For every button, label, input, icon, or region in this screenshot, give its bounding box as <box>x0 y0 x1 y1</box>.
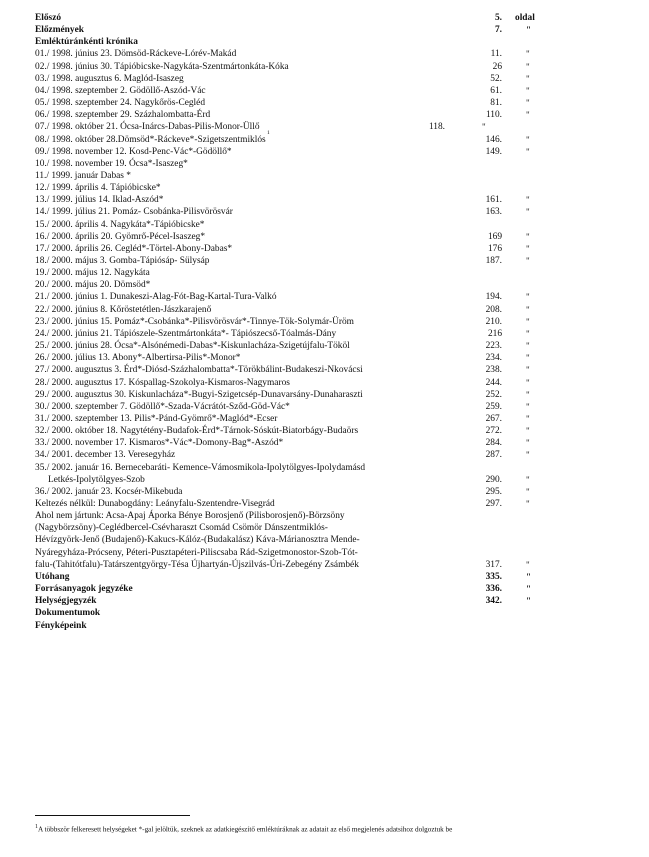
toc-row <box>35 158 635 170</box>
toc-row: 08./ 1998. október 28.Dömsöd*-Ráckeve*-Szigetszentmiklós 1 146. " <box>35 129 530 145</box>
toc-entry-text: 24./ 2000. június 21. Tápiószele-Szentmártonkáta*- Tápiószecső-Tóalmás-Dány <box>35 328 337 339</box>
toc-entry-text: 05./ 1998. szeptember 24. Nagykőrös-Cegléd <box>35 98 206 109</box>
toc-row <box>35 48 635 60</box>
toc-row <box>35 182 635 194</box>
toc-entry-text: 36./ 2002. január 23. Kocsér-Mikebuda <box>35 486 183 497</box>
ditto-mark: " <box>526 110 530 121</box>
toc-entry-text: Utóhang <box>35 571 70 582</box>
footnote-text: A többször felkeresett helységeket *-gal jelöltük, szeknek az adatkiegészítő emléktúráknak az adatait az első megjelenés adatsihoz dolgoztuk be <box>38 825 453 834</box>
toc-row <box>35 595 635 607</box>
ditto-mark: " <box>526 207 530 218</box>
toc-page-number: 176 <box>487 243 502 254</box>
footnote <box>35 822 645 834</box>
ditto-mark: " <box>526 292 530 303</box>
toc-entry-text: 12./ 1999. április 4. Tápióbicske* <box>35 183 161 194</box>
toc-page-number: 81. <box>490 98 502 109</box>
toc-row <box>35 437 635 449</box>
toc-entry-text: 34./ 2001. december 13. Veresegyház <box>35 450 176 461</box>
toc-entry-text: 22./ 2000. június 8. Kőröstetétlen-Jászkarajenő <box>35 304 212 315</box>
toc-row <box>35 85 635 97</box>
ditto-mark: " <box>526 146 530 157</box>
toc-row <box>35 425 635 437</box>
toc-row <box>35 559 635 571</box>
toc-row <box>35 583 635 595</box>
toc-entry-text: 09./ 1998. november 12. Kosd-Penc-Vác*-Gödöllő* <box>35 146 232 157</box>
ditto-mark: " <box>526 486 530 497</box>
toc-row <box>35 316 635 328</box>
toc-row <box>35 449 635 461</box>
ditto-mark: " <box>526 559 530 570</box>
toc-row <box>35 364 635 376</box>
toc-entry-text: 04./ 1998. szeptember 2. Gödöllő-Aszód-Vác <box>35 85 206 96</box>
ditto-mark: " <box>526 231 530 242</box>
toc-row <box>35 255 635 267</box>
ditto-mark: " <box>526 49 530 60</box>
toc-entry-text: 21./ 2000. június 1. Dunakeszi-Alag-Fót-Bag-Kartal-Tura-Valkó <box>35 292 277 303</box>
footnote-rule <box>35 815 190 816</box>
ditto-mark: " <box>526 450 530 461</box>
toc-entry-text: 25./ 2000. június 28. Ócsa*-Alsónémedi-Dabas*-Kiskunlacháza-Szigetújfalu-Tököl <box>35 341 350 352</box>
toc-row <box>35 36 635 48</box>
toc-page-number: 110. <box>485 110 502 121</box>
ditto-mark: " <box>526 413 530 424</box>
toc-entry-text: Dokumentumok <box>35 608 101 619</box>
ditto-mark: " <box>526 584 531 595</box>
toc-entry-text: 23./ 2000. június 15. Pomáz*-Csobánka*-Pilisvörösvár*-Tinnye-Tök-Solymár-Üröm <box>35 316 354 327</box>
toc-entry-text: 19./ 2000. május 12. Nagykáta <box>35 268 150 279</box>
toc-row <box>35 304 635 316</box>
toc-entry-text: 28./ 2000. augusztus 17. Kóspallag-Szokolya-Kismaros-Nagymaros <box>35 377 290 388</box>
footnote-number: 1 <box>35 824 38 830</box>
toc-page-number: 194. <box>485 292 502 303</box>
toc-page-number: 7. <box>494 25 502 36</box>
toc-entry-text: Helységjegyzék <box>35 596 97 607</box>
toc-row <box>35 219 635 231</box>
toc-page-number: 287. <box>485 450 502 461</box>
toc-row <box>35 340 635 352</box>
toc-page-number: 11. <box>490 49 502 60</box>
ditto-mark: " <box>526 256 530 266</box>
toc-page-number: 169 <box>487 231 502 242</box>
toc-row <box>35 243 635 255</box>
toc-entry-text: 29./ 2000. augusztus 30. Kiskunlacháza*-Bugyi-Szigetcsép-Dunavarsány-Dunaharaszti <box>35 389 363 400</box>
toc-page-number: 161. <box>485 195 502 206</box>
toc-entry-text: 13./ 1999. július 14. Iklad-Aszód* <box>35 195 164 206</box>
toc-entry-text: Nyáregyháza-Prócseny, Péteri-Pusztapéteri-Piliscsaba Rád-Szigetmonostor-Szob-Tót- <box>35 547 358 558</box>
toc-entry-text: 16./ 2000. április 20. Gyömrő-Pécel-Isaszeg* <box>35 231 206 242</box>
toc-page-number: 146. <box>485 134 502 145</box>
toc-entry-text: 14./ 1999. július 21. Pomáz- Csobánka-Pilisvörösvár <box>35 207 233 218</box>
toc-row <box>35 534 635 546</box>
ditto-mark: " <box>526 401 530 412</box>
toc-row <box>35 12 635 24</box>
page-column-label: oldal <box>515 13 535 23</box>
toc-page-number: 61. <box>490 85 502 96</box>
toc-page-number: 26 <box>492 61 502 72</box>
ditto-mark: " <box>526 134 530 145</box>
toc-entry-text: 17./ 2000. április 26. Cegléd*-Törtel-Abony-Dabas* <box>35 243 233 254</box>
ditto-mark: " <box>526 341 530 352</box>
ditto-mark: " <box>526 61 530 72</box>
toc-page-number: 149. <box>485 146 502 157</box>
toc-row <box>35 146 635 158</box>
toc-row <box>35 547 635 559</box>
toc-row <box>35 267 635 279</box>
toc-page-number: 238. <box>485 365 502 376</box>
toc-page-number: 223. <box>485 341 502 352</box>
toc-page-number: 252. <box>485 389 502 400</box>
ditto-mark: " <box>526 353 530 364</box>
ditto-mark: " <box>526 377 530 388</box>
toc-row <box>35 401 635 413</box>
toc-entry-text: Ahol nem jártunk: Acsa-Apaj Áporka Bénye Borosjenő (Pilisborosjenő)-Börzsöny <box>35 511 345 522</box>
toc-page-number: 244. <box>485 377 502 388</box>
toc-row <box>35 328 635 340</box>
toc-entry-text: 06./ 1998. szeptember 29. Százhalombatta-Érd <box>35 110 211 121</box>
toc-row <box>35 231 635 243</box>
toc-row <box>35 279 635 291</box>
toc-entry-text: (Nagybörzsöny)-Ceglédbercel-Csévharaszt Csomád Csömör Dánszentmiklós- <box>35 523 328 534</box>
ditto-mark: " <box>526 98 530 109</box>
toc-entry-text: 07./ 1998. október 21. Ócsa-Inárcs-Dabas-Pilis-Monor-Üllő <box>35 122 260 133</box>
toc-entry-text: 30./ 2000. szeptember 7. Gödöllő*-Szada-Vácrátót-Sződ-Göd-Vác* <box>35 401 290 412</box>
toc-entry-text: 10./ 1998. november 19. Ócsa*-Isaszeg* <box>35 158 188 169</box>
toc-page-number: 295. <box>485 486 502 497</box>
toc-row <box>35 24 635 36</box>
toc-entry-text: Fényképeink <box>35 620 87 631</box>
toc-row <box>35 620 635 632</box>
ditto-mark: " <box>526 389 530 400</box>
ditto-mark: " <box>526 365 530 376</box>
toc-row <box>35 61 635 73</box>
toc-page-number: 284. <box>485 438 502 449</box>
toc-row <box>35 571 635 583</box>
toc-row <box>35 206 635 218</box>
toc-row <box>35 109 635 121</box>
toc-entry-text: 15./ 2000. április 4. Nagykáta*-Tápióbicske* <box>35 219 205 230</box>
ditto-mark: " <box>526 426 530 437</box>
toc-entry-text: Emléktúránkénti krónika <box>35 37 138 48</box>
toc-row <box>35 377 635 389</box>
toc-row <box>35 510 635 522</box>
toc-page-number: 163. <box>485 207 502 218</box>
toc-row <box>35 170 635 182</box>
toc-row <box>35 486 635 498</box>
ditto-mark: " <box>526 499 530 509</box>
toc-row <box>35 462 635 474</box>
toc-page-number: 208. <box>485 304 502 315</box>
toc-entry-text: 26./ 2000. július 13. Abony*-Albertirsa-Pilis*-Monor* <box>35 353 241 364</box>
toc-page-number: 297. <box>485 499 502 509</box>
ditto-mark: " <box>526 571 531 582</box>
ditto-mark: " <box>526 438 530 449</box>
toc-row <box>35 73 635 85</box>
toc-page-number: 210. <box>485 316 502 327</box>
toc-entry-text: 11./ 1999. január Dabas * <box>35 170 131 181</box>
ditto-mark: " <box>526 328 530 339</box>
ditto-mark: " <box>482 122 486 133</box>
ditto-mark: " <box>526 195 530 206</box>
toc-row <box>35 498 635 510</box>
toc-entry-text: 32./ 2000. október 18. Nagytétény-Budafok-Érd*-Tárnok-Sóskút-Biatorbágy-Budaörs <box>35 426 359 437</box>
ditto-mark: " <box>526 304 530 315</box>
toc-entry-text: 03./ 1998. augusztus 6. Maglód-Isaszeg <box>35 73 184 84</box>
toc-page-number: 335. <box>485 571 502 582</box>
toc-entry-text: 01./ 1998. június 23. Dömsöd-Ráckeve-Lórév-Makád <box>35 49 237 60</box>
toc-row <box>35 121 635 133</box>
toc-row <box>35 194 635 206</box>
toc-entry-text: Előszó <box>35 13 62 23</box>
toc-entry-text: Letkés-Ipolytölgyes-Szob <box>48 474 145 485</box>
ditto-mark: " <box>526 25 531 36</box>
ditto-mark: " <box>526 73 530 84</box>
ditto-mark: " <box>526 316 530 327</box>
toc-entry-text: falu-(Tahitótfalu)-Tatárszentgyörgy-Tésa Újhartyán-Újszilvás-Úri-Zebegény Zsámbék <box>35 559 359 570</box>
toc-entry-text: 31./ 2000. szeptember 13. Pilis*-Pánd-Gyömrő*-Maglód*-Ecser <box>35 413 278 424</box>
toc-row <box>35 352 635 364</box>
toc-entry-text: 02./ 1998. június 30. Tápióbicske-Nagykáta-Szentmártonkáta-Kóka <box>35 61 289 72</box>
toc-entry-text: 35./ 2002. január 16. Bernecebaráti- Kemence-Vámosmikola-Ipolytölgyes-Ipolydamásd <box>35 462 366 473</box>
toc-entry-text: Keltezés nélkül: Dunabogdány: Leányfalu-Szentendre-Visegrád <box>35 499 275 509</box>
toc-page-number: 259. <box>485 401 502 412</box>
toc-page-number: 118. <box>428 122 445 133</box>
toc-row <box>35 389 635 401</box>
toc-row <box>35 413 635 425</box>
ditto-mark: " <box>526 596 531 607</box>
toc-row <box>35 607 635 619</box>
toc-row <box>35 474 635 486</box>
toc-entry-text: 27./ 2000. augusztus 3. Érd*-Diósd-Százhalombatta*-Törökbálint-Budakeszi-Nkovácsi <box>35 365 363 376</box>
ditto-mark: " <box>526 474 530 485</box>
toc-entry-text: 18./ 2000. május 3. Gomba-Tápiósáp- Sülysáp <box>35 256 210 266</box>
toc-entry-text: 08./ 1998. október 28.Dömsöd*-Ráckeve*-Szigetszentmiklós <box>35 134 266 145</box>
toc-page-number: 317. <box>485 559 502 570</box>
toc-entry-text: 33./ 2000. november 17. Kismaros*-Vác*-Domony-Bag*-Aszód* <box>35 438 284 449</box>
toc-page-number: 52. <box>490 73 502 84</box>
ditto-mark: " <box>526 243 530 254</box>
toc-page-number: 336. <box>485 584 502 595</box>
toc-page-number: 342. <box>485 596 502 607</box>
toc-page-number: 234. <box>485 353 502 364</box>
toc-row <box>35 97 635 109</box>
toc-entry-text: Hévízgyörk-Jenő (Budajenő)-Kakucs-Kálóz-(Budakalász) Káva-Márianosztra Mende- <box>35 535 360 546</box>
toc-page-number: 290. <box>485 474 502 485</box>
ditto-mark: " <box>526 85 530 96</box>
toc-page-number: 187. <box>485 256 502 266</box>
toc-entry-text: 20./ 2000. május 20. Dömsöd* <box>35 280 151 291</box>
toc-page-number: 216 <box>487 328 502 339</box>
toc-entry-text: Forrásanyagok jegyzéke <box>35 584 133 595</box>
toc-entry-text: Előzmények <box>35 25 84 36</box>
toc-page-number: 267. <box>485 413 502 424</box>
toc-row <box>35 522 635 534</box>
toc-page-number: 272. <box>485 426 502 437</box>
toc-page-number: 5. <box>494 13 502 23</box>
toc-row <box>35 291 635 303</box>
